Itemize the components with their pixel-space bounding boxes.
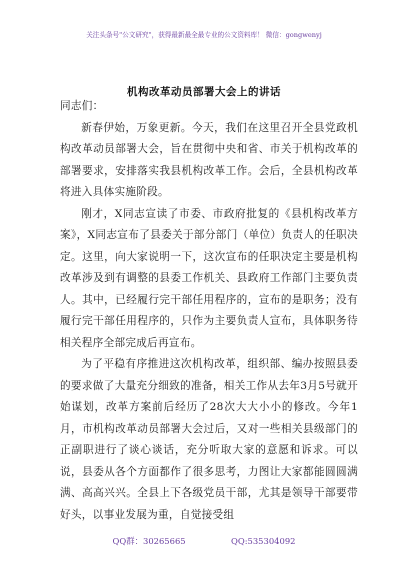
paragraph: 刚才，X同志宣读了市委、市政府批复的《县机构改革方案》，X同志宣布了县委关于部分部门（单位）负责人的任职决定。这里，向大家说明一下，这次宣布的任职决定主要是机构改革涉及到有调整的县委工作机关、县政府工作部门主要负责人。其中，已经履行完干部任用程序的，宣布的是职务；没有履行完干部任用程序的，只作为主要负责人宣布，具体职务待相关程序全部完成后再宣布。 (60, 207, 358, 349)
salutation: 同志们： (60, 100, 104, 112)
footer-qq-group: QQ群：30265665 (112, 536, 186, 546)
page-footer-contact (0, 535, 408, 547)
paragraph: 新春伊始，万象更新。今天，我们在这里召开全县党政机构改革动员部署大会，旨在贯彻中央和省、市关于机构改革的部署要求，安排落实我县机构改革工作。会后，全县机构改革将进入具体实施阶段。 (60, 121, 358, 198)
document-body (60, 96, 358, 526)
document-title: 机构改革动员部署大会上的讲话 (127, 86, 281, 98)
paragraph: 为了平稳有序推进这次机构改革，组织部、编办按照县委的要求做了大量充分细致的准备，相关工作从去年3月5号就开始谋划，改革方案前后经历了28次大大小小的修改。今年1月，市机构改革动员部署大会过后，又对一些相关县级部门的正副职进行了谈心谈话，充分听取大家的意愿和诉求。可以说，县委从各个方面都作了很多思考，力图让大家都能圆圆满满、高高兴兴。全县上下各级党员干部，尤其是领导干部要带好头，以事业发展为重，自觉接受组 (60, 358, 358, 521)
footer-qq: QQ:535304092 (230, 536, 296, 546)
page-header-promo: 关注头条号"公文研究"，获得最新最全最专业的公文资料库！ 微信：gongwenyj (86, 31, 322, 39)
